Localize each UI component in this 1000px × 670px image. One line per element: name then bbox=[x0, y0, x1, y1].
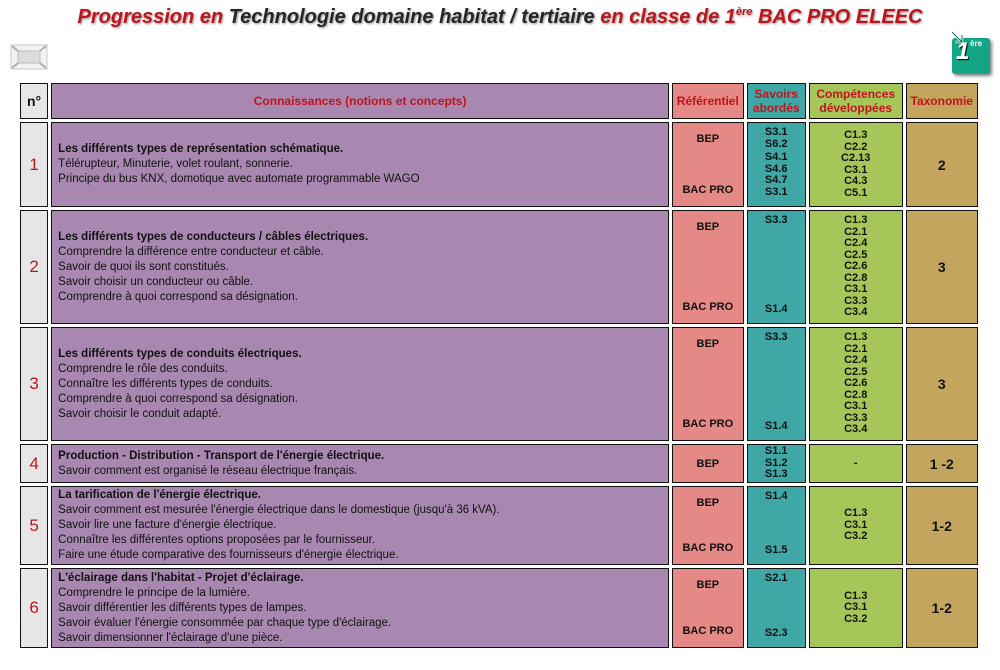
header-savoirs-line2: abordés bbox=[752, 101, 800, 115]
ref-top: BEP bbox=[696, 133, 720, 145]
savoirs-top: S3.1 S6.2 bbox=[764, 126, 788, 150]
competences-cell: C1.3 C2.1 C2.4 C2.5 C2.6 C2.8 C3.1 C3.3 C3.4 bbox=[809, 210, 903, 324]
knowledge-line: Comprendre à quoi correspond sa désignation. bbox=[58, 392, 298, 405]
knowledge-line: Savoir de quoi ils sont constitués. bbox=[58, 260, 229, 273]
savoirs-top: S1.1 S1.2 S1.3 bbox=[764, 445, 788, 481]
knowledge-line: Savoir évaluer l'énergie consommée par chaque type d'éclairage. bbox=[58, 616, 392, 629]
row-number: 4 bbox=[20, 444, 48, 483]
row-number: 6 bbox=[20, 568, 48, 648]
knowledge-title: La tarification de l'énergie électrique. bbox=[58, 489, 261, 501]
savoirs-bottom: S1.4 bbox=[764, 302, 788, 315]
ref-bottom: BAC PRO bbox=[682, 418, 734, 430]
title-part-2: Technologie domaine habitat / tertiaire bbox=[228, 6, 595, 28]
header-taxonomie: Taxonomie bbox=[906, 83, 978, 119]
header-referentiel: Référentiel bbox=[672, 83, 743, 119]
ref-bottom: BAC PRO bbox=[682, 625, 734, 637]
ref-bottom: BAC PRO bbox=[682, 301, 734, 313]
header-savoirs bbox=[747, 83, 806, 119]
row-number: 5 bbox=[20, 486, 48, 565]
table-row bbox=[20, 444, 978, 483]
header-n: n° bbox=[20, 83, 48, 119]
page-title bbox=[0, 6, 1000, 29]
knowledge-line: Savoir choisir le conduit adapté. bbox=[58, 407, 222, 420]
knowledge-line: Comprendre le principe de la lumière. bbox=[58, 586, 250, 599]
badge-sup: ère bbox=[970, 39, 983, 48]
referentiel-cell bbox=[672, 122, 743, 207]
knowledge-line: Savoir lire une facture d'énergie électrique. bbox=[58, 519, 277, 531]
header-competences-line2: développées bbox=[819, 101, 893, 115]
knowledge-line: Télérupteur, Minuterie, volet roulant, sonnerie. bbox=[58, 158, 293, 170]
referentiel-cell bbox=[672, 327, 743, 441]
savoirs-top: S1.4 bbox=[764, 490, 788, 502]
knowledge-cell bbox=[51, 327, 669, 441]
competences-cell: C1.3 C2.2 C2.13 C3.1 C4.3 C5.1 bbox=[809, 122, 903, 207]
header-knowledge: Connaissances (notions et concepts) bbox=[51, 83, 669, 119]
savoirs-bottom: S1.4 bbox=[764, 419, 788, 432]
knowledge-line: Savoir différentier les différents types de lampes. bbox=[58, 601, 307, 614]
ref-top: BEP bbox=[696, 457, 720, 470]
savoirs-top: S2.1 bbox=[764, 572, 788, 584]
competences-cell: C1.3 C3.1 C3.2 bbox=[809, 568, 903, 648]
header-savoirs-line1: Savoirs bbox=[754, 87, 798, 101]
table-row bbox=[20, 568, 978, 648]
savoirs-bottom: S1.5 bbox=[764, 543, 788, 556]
taxonomie-cell: 2 bbox=[906, 122, 978, 207]
header-competences-line1: Compétences bbox=[816, 87, 896, 101]
knowledge-line: Faire une étude comparative des fournisseurs d'énergie électrique. bbox=[58, 549, 399, 561]
knowledge-cell bbox=[51, 444, 669, 483]
expand-icon[interactable] bbox=[10, 44, 48, 70]
ref-top: BEP bbox=[696, 579, 720, 591]
savoirs-cell bbox=[747, 444, 806, 483]
referentiel-cell bbox=[672, 444, 743, 483]
title-part-1: Progression en bbox=[77, 6, 229, 28]
knowledge-title: Les différents types de conducteurs / câbles électriques. bbox=[58, 230, 369, 243]
taxonomie-cell: 1-2 bbox=[906, 486, 978, 565]
knowledge-title: Les différents types de représentation schématique. bbox=[58, 143, 344, 155]
knowledge-line: Connaître les différents types de conduits. bbox=[58, 377, 273, 390]
knowledge-line: Savoir comment est mesurée l'énergie électrique dans le domestique (jusqu'à 36 kVA). bbox=[58, 504, 500, 516]
savoirs-cell bbox=[747, 568, 806, 648]
savoirs-cell bbox=[747, 122, 806, 207]
referentiel-cell bbox=[672, 210, 743, 324]
knowledge-title: Production - Distribution - Transport de l'énergie électrique. bbox=[58, 449, 385, 462]
ref-bottom: BAC PRO bbox=[682, 542, 734, 554]
knowledge-title: Les différents types de conduits électriques. bbox=[58, 347, 302, 360]
competences-cell: C1.3 C3.1 C3.2 bbox=[809, 486, 903, 565]
badge-number: 1 bbox=[956, 38, 970, 65]
taxonomie-cell: 1 -2 bbox=[906, 444, 978, 483]
ref-top: BEP bbox=[696, 497, 720, 509]
knowledge-line: Savoir dimensionner l'éclairage d'une pièce. bbox=[58, 631, 283, 644]
knowledge-line: Savoir choisir un conducteur ou câble. bbox=[58, 275, 254, 288]
knowledge-line: Principe du bus KNX, domotique avec automate programmable WAGO bbox=[58, 173, 420, 185]
savoirs-cell bbox=[747, 210, 806, 324]
ref-top: BEP bbox=[696, 338, 720, 350]
knowledge-line: Comprendre la différence entre conducteur et câble. bbox=[58, 245, 324, 258]
savoirs-cell bbox=[747, 486, 806, 565]
knowledge-line: Savoir comment est organisé le réseau électrique français. bbox=[58, 464, 358, 477]
knowledge-line: Connaître les différentes options proposées par le fournisseur. bbox=[58, 534, 376, 546]
class-badge bbox=[950, 30, 992, 74]
savoirs-top: S3.3 bbox=[764, 214, 788, 226]
referentiel-cell bbox=[672, 486, 743, 565]
taxonomie-cell: 1-2 bbox=[906, 568, 978, 648]
savoirs-bottom: S2.3 bbox=[764, 626, 788, 639]
row-number: 1 bbox=[20, 122, 48, 207]
title-part-3: en classe de 1 bbox=[594, 6, 736, 28]
referentiel-cell bbox=[672, 568, 743, 648]
competences-cell: C1.3 C2.1 C2.4 C2.5 C2.6 C2.8 C3.1 C3.3 C3.4 bbox=[809, 327, 903, 441]
table-row bbox=[20, 486, 978, 565]
knowledge-title: L'éclairage dans l'habitat - Projet d'éclairage. bbox=[58, 571, 304, 584]
ref-top: BEP bbox=[696, 221, 720, 233]
knowledge-line: Comprendre à quoi correspond sa désignation. bbox=[58, 290, 298, 303]
knowledge-line: Comprendre le rôle des conduits. bbox=[58, 362, 228, 375]
progression-table bbox=[17, 80, 981, 651]
header-competences bbox=[809, 83, 903, 119]
knowledge-cell bbox=[51, 486, 669, 565]
ref-bottom: BAC PRO bbox=[682, 184, 734, 196]
taxonomie-cell: 3 bbox=[906, 210, 978, 324]
title-sup: ère bbox=[735, 6, 753, 19]
knowledge-cell bbox=[51, 210, 669, 324]
savoirs-bottom: S4.1 S4.6 S4.7 S3.1 bbox=[764, 151, 788, 198]
knowledge-cell bbox=[51, 568, 669, 648]
row-number: 2 bbox=[20, 210, 48, 324]
knowledge-cell bbox=[51, 122, 669, 207]
competences-cell: - bbox=[809, 444, 903, 483]
table-row bbox=[20, 210, 978, 324]
taxonomie-cell: 3 bbox=[906, 327, 978, 441]
row-number: 3 bbox=[20, 327, 48, 441]
table-row bbox=[20, 327, 978, 441]
table-row bbox=[20, 122, 978, 207]
savoirs-top: S3.3 bbox=[764, 331, 788, 343]
savoirs-cell bbox=[747, 327, 806, 441]
title-part-4: BAC PRO ELEEC bbox=[752, 6, 923, 28]
header-row bbox=[20, 83, 978, 119]
